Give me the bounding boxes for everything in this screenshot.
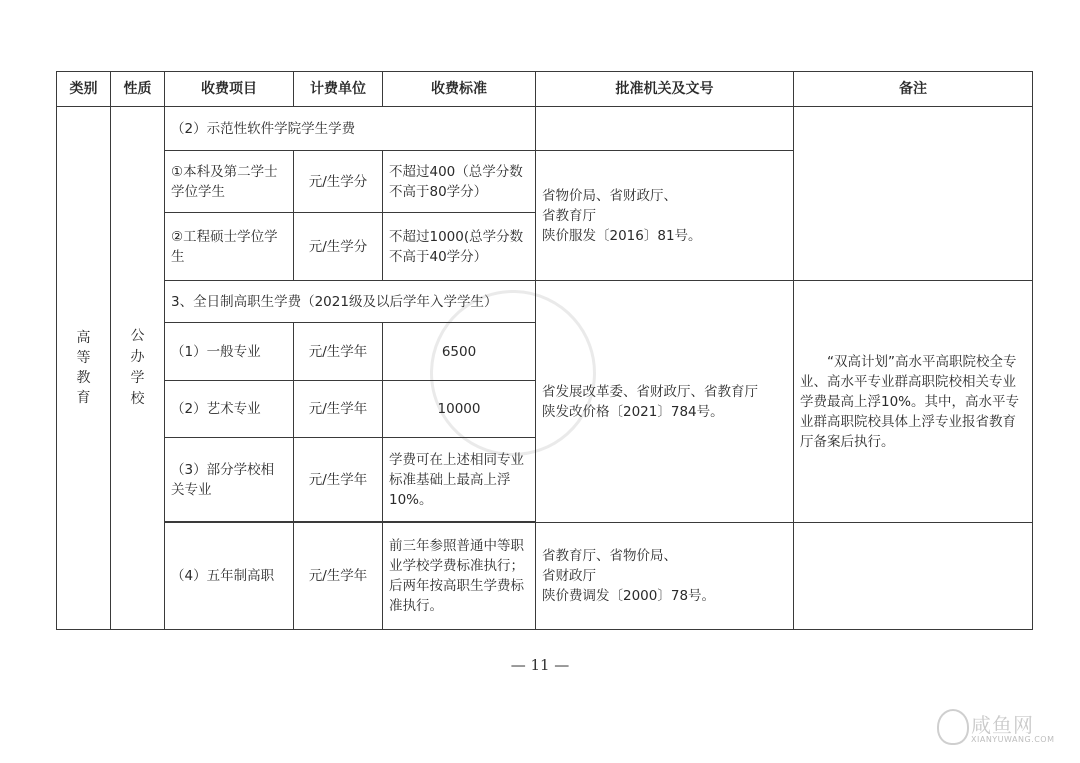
unit-cell: 元/生学年 <box>294 438 383 522</box>
table-header-row <box>57 72 1033 107</box>
nature-cell <box>111 107 165 630</box>
approval-line: 省物价局、省财政厅、 <box>542 187 677 204</box>
table-row <box>57 281 1033 323</box>
header-standard: 收费标准 <box>383 72 536 107</box>
approval-line: 省发展改革委、省财政厅、省教育厅 <box>542 383 758 400</box>
section3-title: 3、全日制高职生学费（2021级及以后学年入学学生） <box>165 281 536 323</box>
page-number: — 11 — <box>510 656 570 674</box>
header-category: 类别 <box>57 72 111 107</box>
section2-remark-empty <box>794 107 1033 281</box>
item-cell: ①本科及第二学士学位学生 <box>165 151 294 213</box>
item-cell: （1）一般专业 <box>165 323 294 381</box>
category-char: 教 <box>76 370 91 386</box>
category-char: 高 <box>76 330 91 346</box>
item-cell: （2）艺术专业 <box>165 381 294 438</box>
item-cell: （4）五年制高职 <box>165 523 294 630</box>
approval-line: 省财政厅 <box>542 568 596 584</box>
row5-approval <box>536 523 794 630</box>
standard-cell: 不超过400（总学分数不高于80学分） <box>383 151 536 213</box>
approval-line: 陕价服发〔2016〕81号。 <box>542 227 702 244</box>
fish-logo-icon <box>937 709 969 745</box>
site-watermark-logo <box>935 705 1065 751</box>
header-item: 收费项目 <box>165 72 294 107</box>
table-row <box>57 523 1033 630</box>
section2-title: （2）示范性软件学院学生学费 <box>165 107 536 151</box>
table-row <box>57 107 1033 151</box>
unit-cell: 元/生学分 <box>294 151 383 213</box>
standard-cell: 不超过1000(总学分数不高于40学分） <box>383 213 536 281</box>
standard-cell: 前三年参照普通中等职业学校学费标准执行；后两年按高职生学费标准执行。 <box>383 523 536 630</box>
approval-line: 省教育厅 <box>542 207 596 224</box>
nature-char: 公 <box>130 328 145 344</box>
unit-cell: 元/生学年 <box>294 381 383 438</box>
approval-line: 陕发改价格〔2021〕784号。 <box>542 403 724 420</box>
standard-cell: 学费可在上述相同专业标准基础上最高上浮10%。 <box>383 438 536 522</box>
category-cell <box>57 107 111 630</box>
header-remark: 备注 <box>794 72 1033 107</box>
remark-text: “双高计划”高水平高职院校全专业、高水平专业群高职院校相关专业学费最高上浮10%。其中，高水平专业群高职院校具体上浮专业报省教育厅备案后执行。 <box>800 353 1020 450</box>
header-unit: 计费单位 <box>294 72 383 107</box>
standard-cell: 10000 <box>383 381 536 438</box>
watermark-name: 咸鱼网 <box>971 713 1034 737</box>
item-cell: ②工程硕士学位学生 <box>165 213 294 281</box>
section3-approval <box>536 281 794 523</box>
section2-approval <box>536 151 794 281</box>
approval-line: 省教育厅、省物价局、 <box>542 548 677 564</box>
section3-remark <box>794 281 1033 523</box>
nature-char: 校 <box>130 391 145 407</box>
section2-title-approval-empty <box>536 107 794 151</box>
header-nature: 性质 <box>111 72 165 107</box>
unit-cell: 元/生学年 <box>294 523 383 630</box>
header-approval: 批准机关及文号 <box>536 72 794 107</box>
fee-table <box>56 71 1033 630</box>
row5-remark-empty <box>794 523 1033 630</box>
unit-cell: 元/生学分 <box>294 213 383 281</box>
unit-cell: 元/生学年 <box>294 323 383 381</box>
nature-char: 办 <box>130 349 145 365</box>
nature-char: 学 <box>130 370 145 386</box>
standard-cell: 6500 <box>383 323 536 381</box>
category-char: 等 <box>76 350 91 366</box>
item-cell: （3）部分学校相关专业 <box>165 438 294 522</box>
approval-line: 陕价费调发〔2000〕78号。 <box>542 588 716 604</box>
category-char: 育 <box>76 390 91 406</box>
watermark-url: XIANYUWANG.COM <box>971 735 1055 744</box>
